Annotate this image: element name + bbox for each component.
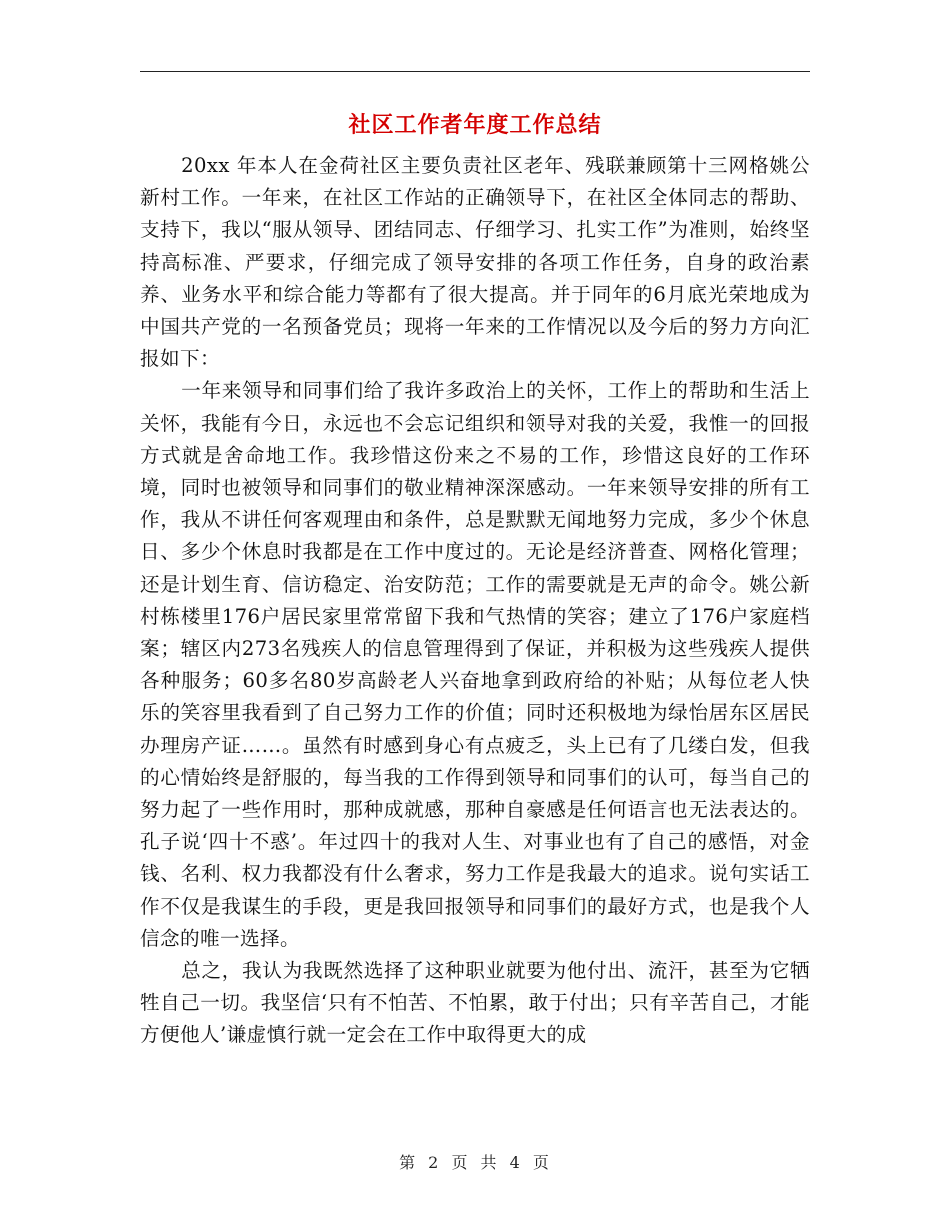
document-body	[140, 150, 810, 1052]
paragraph-conclusion: 总之，我认为我既然选择了这种职业就要为他付出、流汗，甚至为它牺牲自己一切。我坚信‘只有不怕苦、不怕累，敢于付出；只有辛苦自己，才能方便他人’谦虚慎行就一定会在工作中取得更大的成	[140, 959, 810, 1047]
paragraph-work-review: 一年来领导和同事们给了我许多政治上的关怀，工作上的帮助和生活上关怀，我能有今日，永远也不会忘记组织和领导对我的关爱，我惟一的回报方式就是舍命地工作。我珍惜这份来之不易的工作，珍惜这良好的工作环境，同时也被领导和同事们的敬业精神深深感动。一年来领导安排的所有工作，我从不讲任何客观理由和条件，总是默默无闻地努力完成，多少个休息日、多少个休息时我都是在工作中度过的。无论是经济普查、网格化管理；还是计划生育、信访稳定、治安防范；工作的需要就是无声的命令。姚公新村栋楼里176户居民家里常常留下我和气热情的笑容；建立了176户家庭档案；辖区内273名残疾人的信息管理得到了保证，并积极为这些残疾人提供各种服务；60多名80岁高龄老人兴奋地拿到政府给的补贴；从每位老人快乐的笑容里我看到了自己努力工作的价值；同时还积极地为绿怡居东区居民办理房产证……。虽然有时感到身心有点疲乏，头上已有了几缕白发，但我的心情始终是舒服的，每当我的工作得到领导和同事们的认可，每当自己的努力起了一些作用时，那种成就感，那种自豪感是任何语言也无法表达的。孔子说‘四十不惑’。年过四十的我对人生、对事业也有了自己的感悟，对金钱、名利、权力我都没有什么奢求，努力工作是我最大的追求。说句实话工作不仅是我谋生的手段，更是我回报领导和同事们的最好方式，也是我个人信念的唯一选择。	[140, 379, 810, 950]
document-title: 社区工作者年度工作总结	[348, 112, 602, 138]
page-number-footer: 第 2 页 共 4 页	[399, 1153, 551, 1172]
header-rule	[140, 71, 810, 72]
paragraph-intro: 20xx 年本人在金荷社区主要负责社区老年、残联兼顾第十三网格姚公新村工作。一年来，在社区工作站的正确领导下，在社区全体同志的帮助、支持下，我以“服从领导、团结同志、仔细学习、扎实工作”为准则，始终坚持高标准、严要求，仔细完成了领导安排的各项工作任务，自身的政治素养、业务水平和综合能力等都有了很大提高。并于同年的6月底光荣地成为中国共产党的一名预备党员；现将一年来的工作情况以及今后的努力方向汇报如下：	[140, 154, 810, 371]
